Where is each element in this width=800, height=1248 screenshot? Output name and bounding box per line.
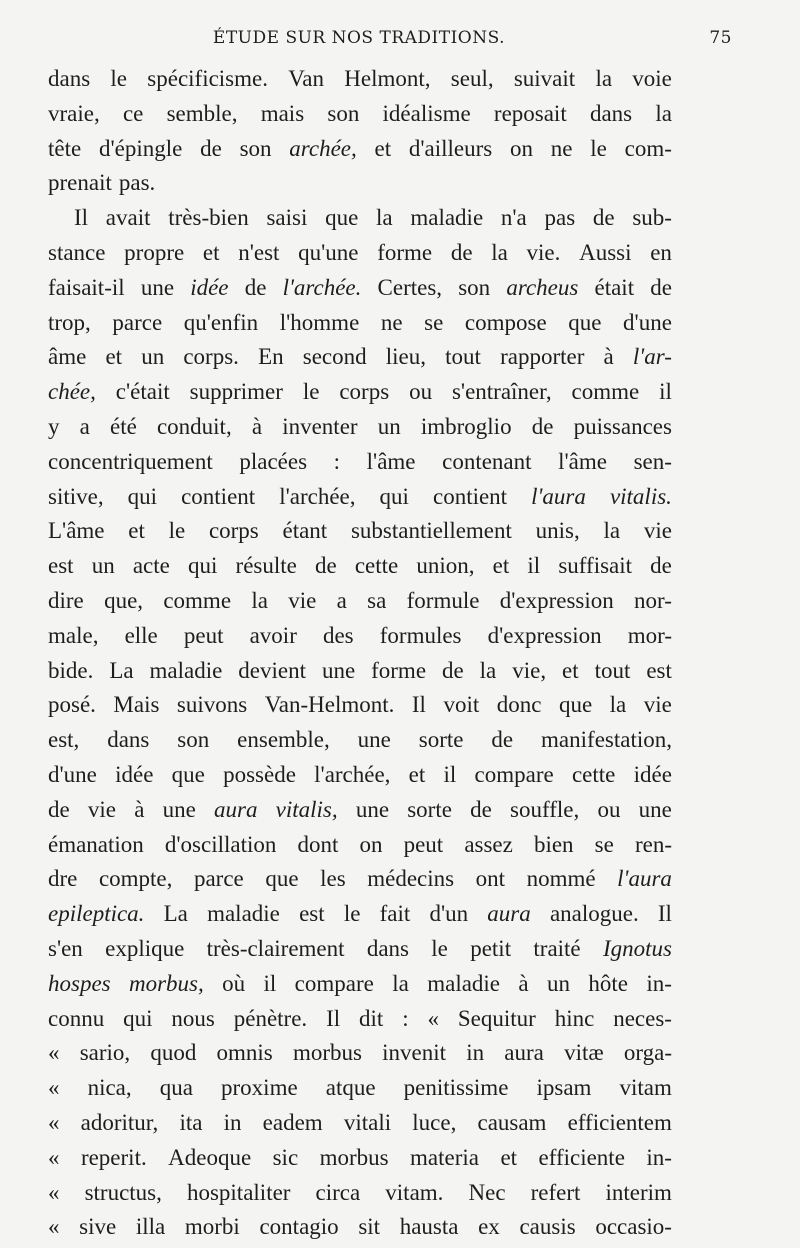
text-line: est un acte qui résulte de cette union, et il suffisait de <box>48 553 672 579</box>
text-line: chée, c'était supprimer le corps ou s'entraîner, comme il <box>48 379 672 405</box>
text-line: L'âme et le corps étant substantiellement unis, la vie <box>48 518 672 544</box>
text-line: bide. La maladie devient une forme de la vie, et tout est <box>48 657 672 683</box>
text-line: sitive, qui contient l'archée, qui contient l'aura vitalis. <box>48 483 672 509</box>
page-number: 75 <box>709 28 732 48</box>
text-line: connu qui nous pénètre. Il dit : « Sequitur hinc neces- <box>48 1005 672 1031</box>
text-line: « sive illa morbi contagio sit hausta ex causis occasio- <box>48 1214 672 1240</box>
text-line: prenait pas. <box>48 170 156 196</box>
text-line: epileptica. La maladie est le fait d'un aura analogue. Il <box>48 901 672 927</box>
text-line: dans le spécificisme. Van Helmont, seul, suivait la voie <box>48 66 672 91</box>
text-line: « reperit. Adeoque sic morbus materia et efficiente in- <box>48 1144 672 1170</box>
text-line: hospes morbus, où il compare la maladie à un hôte in- <box>48 970 672 996</box>
text-line: s'en explique très-clairement dans le petit traité Ignotus <box>48 935 672 961</box>
text-line: d'une idée que possède l'archée, et il compare cette idée <box>48 761 672 787</box>
text-line: est, dans son ensemble, une sorte de manifestation, <box>48 727 672 753</box>
text-line: posé. Mais suivons Van-Helmont. Il voit donc que la vie <box>48 692 672 718</box>
text-line: concentriquement placées : l'âme contenant l'âme sen- <box>48 448 672 474</box>
text-line: « sario, quod omnis morbus invenit in aura vitæ orga- <box>48 1040 672 1066</box>
text-line: « adoritur, ita in eadem vitali luce, causam efficientem <box>48 1109 672 1135</box>
text-line: « nica, qua proxime atque penitissime ipsam vitam <box>48 1075 672 1101</box>
running-title: ÉTUDE SUR NOS TRADITIONS. <box>212 28 506 48</box>
text-line: vraie, ce semble, mais son idéalisme reposait dans la <box>48 100 672 126</box>
text-line: male, elle peut avoir des formules d'expression mor- <box>48 622 672 648</box>
text-line: dre compte, parce que les médecins ont nommé l'aura <box>48 866 672 892</box>
text-line: Il avait très-bien saisi que la maladie n'a pas de sub- <box>74 205 672 231</box>
text-line: tête d'épingle de son archée, et d'ailleurs on ne le com- <box>48 135 672 161</box>
text-line: émanation d'oscillation dont on peut assez bien se ren- <box>48 831 672 857</box>
text-line: âme et un corps. En second lieu, tout rapporter à l'ar- <box>48 344 672 370</box>
text-line: trop, parce qu'enfin l'homme ne se compose que d'une <box>48 309 672 335</box>
text-line: « structus, hospitaliter circa vitam. Nec refert interim <box>48 1179 672 1205</box>
text-line: stance propre et n'est qu'une forme de la vie. Aussi en <box>48 239 672 265</box>
text-line: faisait-il une idée de l'archée. Certes, son archeus était de <box>48 274 672 300</box>
text-line: de vie à une aura vitalis, une sorte de souffle, ou une <box>48 796 672 822</box>
body-text <box>48 62 672 1245</box>
text-line: dire que, comme la vie a sa formule d'expression nor- <box>48 587 672 613</box>
text-line: y a été conduit, à inventer un imbroglio de puissances <box>48 413 672 439</box>
